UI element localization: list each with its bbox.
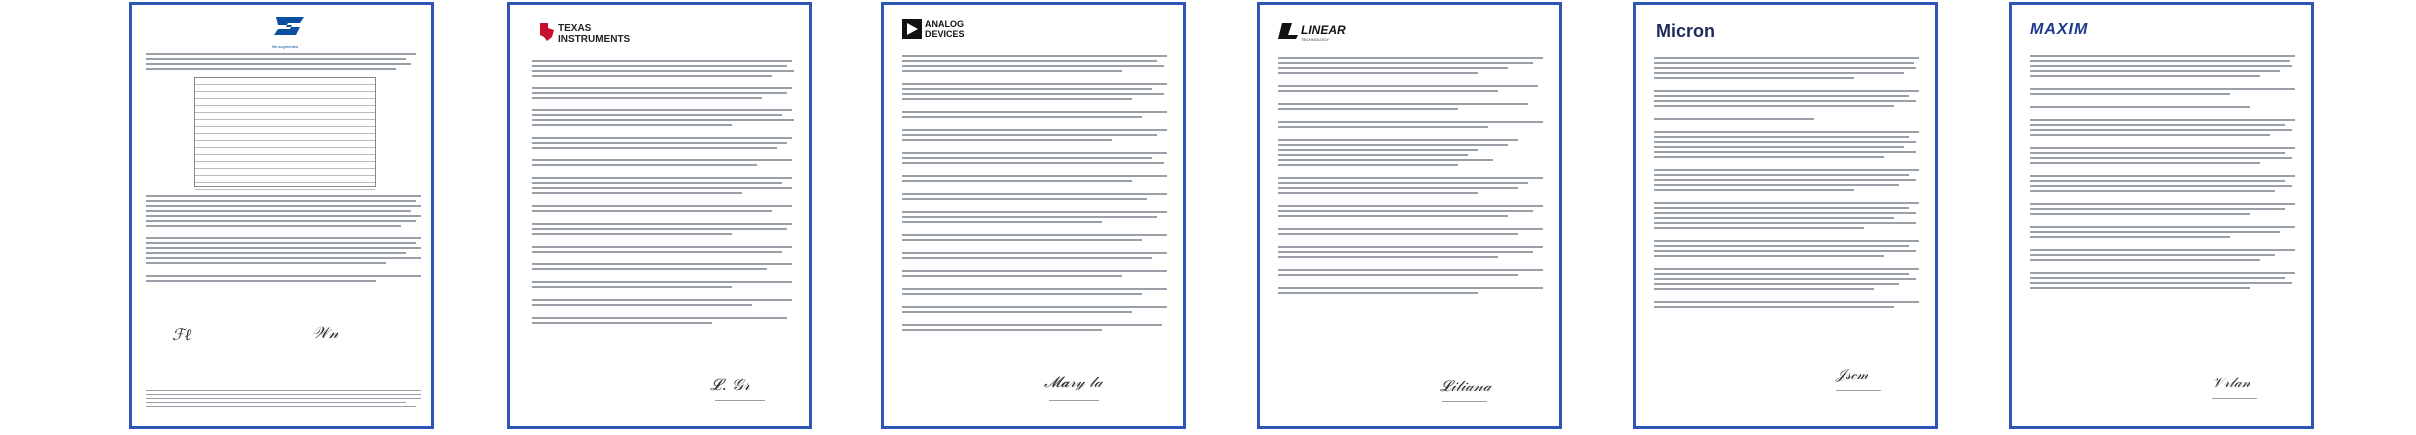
ti-state-icon (538, 23, 554, 41)
ti-logo (538, 23, 630, 71)
adi-triangle-icon (902, 19, 922, 39)
micron-signature: 𝒥𝓈𝒸𝓂 (1836, 367, 1869, 383)
document-page-linear (1257, 2, 1562, 429)
document-page-adi (881, 2, 1186, 429)
document-page-maxim (2009, 2, 2314, 429)
linear-l-icon (1278, 23, 1298, 39)
micron-brand: Micron (1656, 21, 1716, 41)
maxim-sign-caption (2212, 398, 2257, 399)
ti-signature: 𝓛. 𝒢𝓇 (710, 375, 750, 394)
st-signature-1: ℱℓ (172, 325, 192, 344)
document-page-st (129, 2, 434, 429)
document-page-micron (1633, 2, 1938, 429)
linear-brand: LINEAR (1301, 23, 1346, 37)
adi-brand-line2: DEVICES (925, 29, 965, 39)
linear-sign-caption (1442, 401, 1487, 402)
linear-signature: 𝓛𝒾𝓁𝒾𝒶𝓃𝒶 (1440, 377, 1492, 395)
maxim-signature: 𝒱𝓇𝓁𝒶𝓃 (2212, 375, 2251, 391)
linear-brand-sub: TECHNOLOGY (1301, 37, 1330, 42)
substances-table (194, 77, 376, 187)
micron-sign-caption (1836, 390, 1881, 391)
ti-brand-line2: INSTRUMENTS (558, 34, 631, 45)
st-logo-subtitle: life.augmented (272, 44, 299, 49)
adi-sign-caption (1049, 400, 1099, 401)
st-logo-icon (272, 13, 308, 39)
ti-brand-line1: TEXAS (558, 23, 592, 34)
maxim-brand: MAXIM (2030, 21, 2089, 38)
adi-signature: 𝓜𝓪𝓇𝓎 𝓁𝒶 (1044, 373, 1103, 391)
st-signature-2: 𝒲𝓃 (312, 323, 339, 342)
adi-brand-line1: ANALOG (925, 19, 964, 29)
document-page-ti (507, 2, 812, 429)
ti-sign-caption (715, 400, 765, 401)
